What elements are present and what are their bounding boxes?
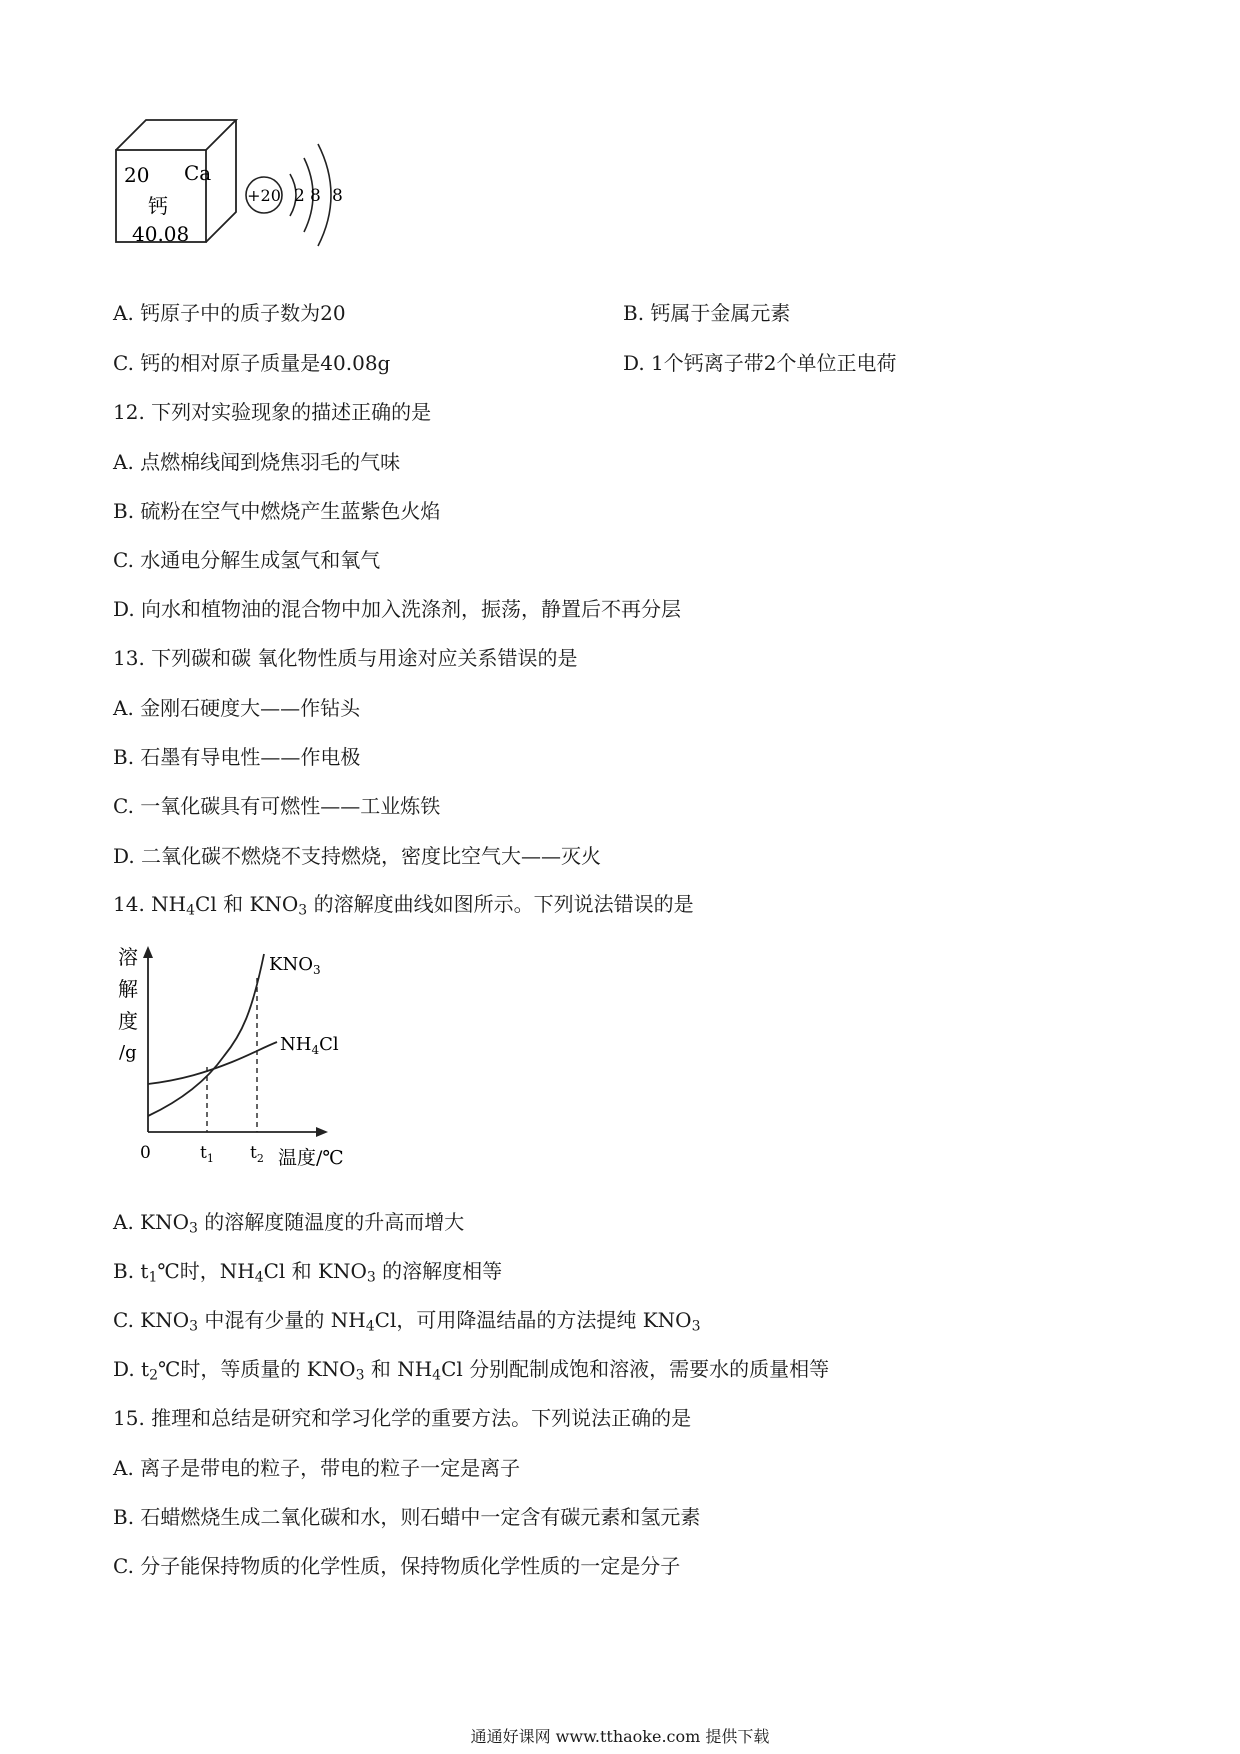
x-tick-t2: $t_2$ (250, 1143, 264, 1165)
calcium-element-figure (112, 110, 402, 270)
shell-3-count: 8 (332, 186, 343, 206)
nh4cl-curve-label: $NH_4Cl$ (280, 1034, 339, 1057)
y-axis-label-char-2: 解 (118, 977, 138, 1001)
q12-option-c: C. 水通电分解生成氢气和氧气 (113, 548, 381, 572)
q15-option-b: B. 石蜡燃烧生成二氧化碳和水，则石蜡中一定含有碳元素和氢元素 (113, 1505, 701, 1529)
x-axis-arrow-icon (316, 1127, 328, 1137)
kno3-curve-label: $KNO_3$ (269, 954, 321, 977)
q14-option-a: A. $KNO_3$ 的溶解度随温度的升高而增大 (113, 1210, 465, 1237)
x-axis-label: 温度/℃ (278, 1147, 344, 1169)
x-tick-t1: $t_1$ (200, 1143, 214, 1165)
y-axis-label-char-1: 溶 (118, 945, 138, 969)
q15-stem: 15. 推理和总结是研究和学习化学的重要方法。下列说法正确的是 (113, 1406, 692, 1430)
page-footer: 通通好课网 www.tthaoke.com 提供下载 (470, 1727, 770, 1746)
q12-option-d: D. 向水和植物油的混合物中加入洗涤剂，振荡，静置后不再分层 (113, 597, 682, 621)
q11-option-c: C. 钙的相对原子质量是40.08g (113, 351, 391, 375)
q13-option-a: A. 金刚石硬度大——作钻头 (113, 696, 361, 720)
q13-option-c: C. 一氧化碳具有可燃性——工业炼铁 (113, 794, 441, 818)
q14-option-d: D. $t_2℃$时，等质量的 $KNO_3$ 和 $NH_4Cl$ 分别配制成饱和溶液，需要水的质量相等 (113, 1357, 830, 1384)
q12-stem: 12. 下列对实验现象的描述正确的是 (113, 400, 432, 424)
q12-option-b: B. 硫粉在空气中燃烧产生蓝紫色火焰 (113, 499, 441, 523)
y-axis-arrow-icon (143, 946, 153, 958)
q15-option-a: A. 离子是带电的粒子，带电的粒子一定是离子 (113, 1456, 521, 1480)
q15-option-c: C. 分子能保持物质的化学性质，保持物质化学性质的一定是分子 (113, 1554, 681, 1578)
shell-1-count: 2 (294, 186, 305, 206)
kno3-curve (148, 954, 264, 1116)
y-axis-label-char-3: 度 (118, 1009, 138, 1033)
q14-option-c: C. $KNO_3$ 中混有少量的 $NH_4Cl$，可用降温结晶的方法提纯 $KNO_3$ (113, 1308, 701, 1335)
q13-option-d: D. 二氧化碳不燃烧不支持燃烧，密度比空气大——灭火 (113, 844, 602, 868)
solubility-chart (112, 940, 362, 1170)
q11-option-a: A. 钙原子中的质子数为20 (113, 301, 346, 325)
atomic-mass: 40.08 (132, 222, 190, 246)
y-axis-label-unit: /g (119, 1042, 137, 1063)
atomic-number: 20 (124, 163, 150, 187)
shell-2-count: 8 (310, 186, 321, 206)
q13-option-b: B. 石墨有导电性——作电极 (113, 745, 361, 769)
q11-option-b: B. 钙属于金属元素 (623, 301, 791, 325)
element-name: 钙 (148, 194, 168, 218)
q12-option-a: A. 点燃棉线闻到烧焦羽毛的气味 (113, 450, 401, 474)
q14-stem: 14. $NH_4Cl$ 和 $KNO_3$ 的溶解度曲线如图所示。下列说法错误的是 (113, 892, 694, 919)
nucleus-charge: +20 (247, 186, 281, 205)
q14-option-b: B. $t_1℃$时，$NH_4Cl$ 和 $KNO_3$ 的溶解度相等 (113, 1259, 503, 1286)
q11-option-d: D. 1个钙离子带2个单位正电荷 (623, 351, 897, 375)
q13-stem: 13. 下列碳和碳 氧化物性质与用途对应关系错误的是 (113, 646, 578, 670)
element-symbol: Ca (184, 161, 212, 185)
x-tick-0: 0 (140, 1143, 151, 1163)
